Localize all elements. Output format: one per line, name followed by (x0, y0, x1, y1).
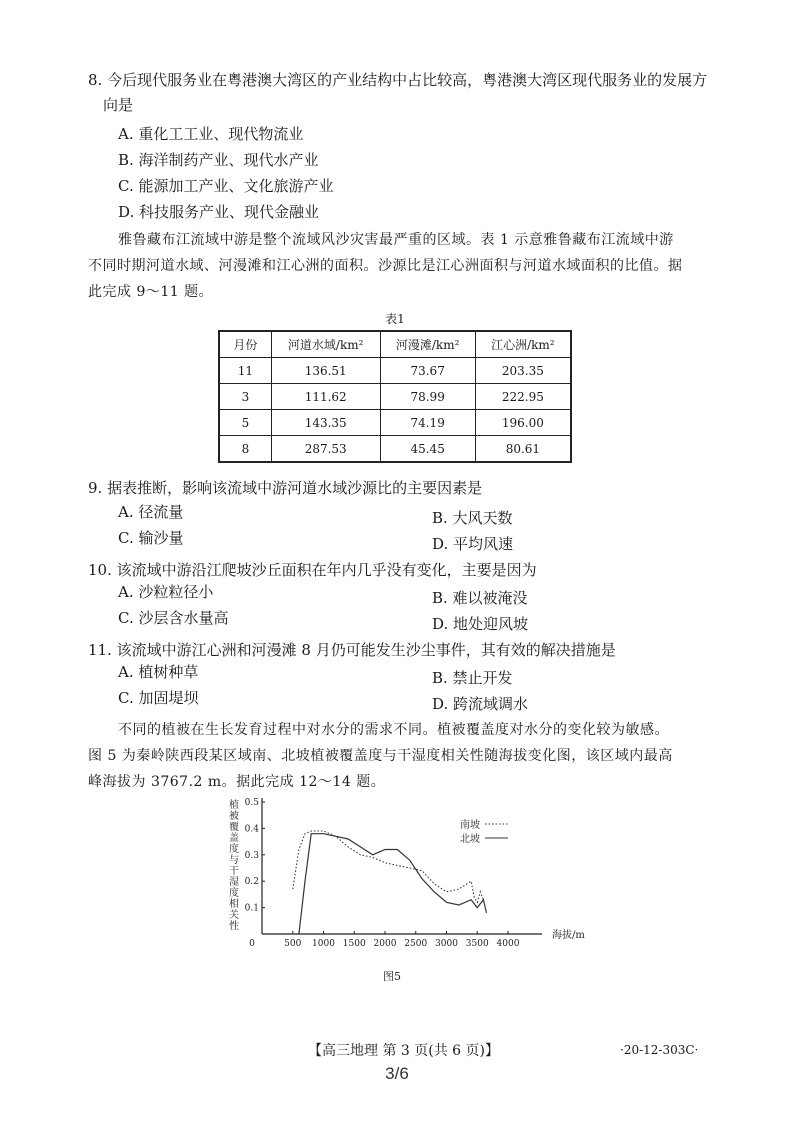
figure5-chart (222, 798, 602, 990)
table-cell: 11 (219, 358, 271, 384)
q9-option-b: B. 大风天数 (432, 509, 513, 527)
footer-right: ·20-12-303C· (620, 1043, 699, 1057)
table-header-floodplain: 河漫滩/km² (380, 331, 475, 358)
y-label-char: 湿 (229, 877, 239, 888)
x-tick-label: 3500 (465, 939, 489, 949)
x-tick-label: 4000 (496, 939, 520, 949)
table-cell: 111.62 (271, 384, 380, 410)
q10-option-d: D. 地处迎风坡 (432, 615, 529, 633)
y-tick-label: 0.5 (244, 798, 259, 808)
x-tick-label: 2500 (404, 939, 428, 949)
q9-stem: 9. 据表推断，影响该流域中游河道水域沙源比的主要因素是 (88, 479, 483, 497)
table-header-row (219, 331, 571, 358)
y-tick-label: 0.2 (244, 877, 259, 888)
intro2-line2: 图 5 为秦岭陕西段某区域南、北坡植被覆盖度与干湿度相关性随海拔变化图，该区域内最高 (88, 748, 673, 764)
q8-stem-line2: 向是 (103, 96, 134, 114)
table-header-month: 月份 (219, 331, 271, 358)
table-cell: 136.51 (271, 358, 380, 384)
intro2-line3: 峰海拔为 3767.2 m。据此完成 12～14 题。 (88, 774, 386, 790)
q11-stem: 11. 该流域中游江心洲和河漫滩 8 月仍可能发生沙尘事件，其有效的解决措施是 (88, 641, 616, 659)
y-label-char: 盖 (229, 833, 239, 844)
q10-stem: 10. 该流域中游沿江爬坡沙丘面积在年内几乎没有变化，主要是因为 (88, 561, 537, 579)
x-axis-label: 海拔/m (552, 930, 585, 941)
table-cell: 5 (219, 410, 271, 436)
table-cell: 80.61 (475, 436, 571, 463)
q10-option-c: C. 沙层含水量高 (118, 609, 229, 627)
q8-stem-line1: 8. 今后现代服务业在粤港澳大湾区的产业结构中占比较高，粤港澳大湾区现代服务业的发展方 (88, 71, 708, 89)
y-label-char: 与 (229, 855, 239, 866)
table-cell: 8 (219, 436, 271, 463)
table-caption: 表1 (385, 312, 405, 326)
q8-option-a: A. 重化工工业、现代物流业 (118, 125, 304, 143)
y-axis-label (229, 798, 239, 932)
table-cell: 45.45 (380, 436, 475, 463)
q10-option-b: B. 难以被淹没 (432, 589, 528, 607)
intro1-line1: 雅鲁藏布江流域中游是整个流域风沙灾害最严重的区域。表 1 示意雅鲁藏布江流域中游 (118, 232, 674, 248)
series-line-north-slope (299, 834, 487, 934)
table-cell: 73.67 (380, 358, 475, 384)
y-tick-label: 0.1 (244, 903, 259, 914)
table-cell: 74.19 (380, 410, 475, 436)
table-row (219, 436, 571, 463)
y-label-char: 性 (229, 921, 239, 932)
y-label-char: 覆 (229, 822, 239, 833)
q9-option-d: D. 平均风速 (432, 535, 514, 553)
x-tick-label: 500 (284, 939, 302, 949)
q8-option-d: D. 科技服务产业、现代金融业 (118, 203, 320, 221)
y-label-char: 度 (229, 888, 239, 899)
table-row (219, 358, 571, 384)
footer-left: 【高三地理 第 3 页(共 6 页)】 (308, 1043, 499, 1059)
y-label-char: 相 (229, 899, 239, 910)
legend-label: 南坡 (460, 820, 480, 831)
table-header-island: 江心洲/km² (475, 331, 571, 358)
q11-option-c: C. 加固堤坝 (118, 689, 199, 707)
y-tick-label: 0.3 (244, 850, 259, 861)
x-tick-label: 1000 (312, 939, 335, 949)
chart-legend (460, 818, 508, 845)
legend-label: 北坡 (460, 834, 480, 845)
x-tick-label: 0 (249, 939, 255, 949)
intro1-line2: 不同时期河道水域、河漫滩和江心洲的面积。沙源比是江心洲面积与河道水域面积的比值。据 (88, 258, 683, 274)
q10-option-a: A. 沙粒粒径小 (118, 583, 214, 601)
intro2-line1: 不同的植被在生长发育过程中对水分的需求不同。植被覆盖度对水分的变化较为敏感。 (118, 722, 669, 738)
table-cell: 287.53 (271, 436, 380, 463)
y-label-char: 被 (229, 811, 239, 822)
chart-title: 图5 (383, 970, 401, 983)
y-label-char: 干 (229, 866, 239, 877)
q11-option-d: D. 跨流域调水 (432, 695, 529, 713)
y-label-char: 关 (229, 910, 239, 921)
x-tick-label: 2000 (373, 939, 397, 949)
x-tick-label: 1500 (342, 939, 366, 949)
table-header-channel: 河道水域/km² (271, 331, 380, 358)
chart-series (293, 831, 487, 934)
table-cell: 143.35 (271, 410, 380, 436)
page-number: 3/6 (385, 1064, 409, 1083)
q9-option-a: A. 径流量 (118, 503, 184, 521)
q8-option-c: C. 能源加工产业、文化旅游产业 (118, 177, 334, 195)
table-row (219, 384, 571, 410)
table-cell: 222.95 (475, 384, 571, 410)
table-cell: 196.00 (475, 410, 571, 436)
series-line-south-slope (293, 831, 484, 902)
area-table (218, 330, 572, 463)
y-label-char: 度 (229, 844, 239, 855)
intro1-line3: 此完成 9～11 题。 (88, 284, 214, 300)
table-row (219, 410, 571, 436)
y-tick-label: 0.4 (244, 824, 259, 835)
q11-option-a: A. 植树种草 (118, 663, 199, 681)
x-tick-label: 3000 (435, 939, 458, 949)
chart-axes (262, 798, 542, 934)
table-cell: 203.35 (475, 358, 571, 384)
q8-option-b: B. 海洋制药产业、现代水产业 (118, 151, 319, 169)
table-cell: 78.99 (380, 384, 475, 410)
y-label-char: 植 (229, 800, 239, 811)
table-cell: 3 (219, 384, 271, 410)
q11-option-b: B. 禁止开发 (432, 669, 513, 687)
q9-option-c: C. 输沙量 (118, 529, 184, 547)
